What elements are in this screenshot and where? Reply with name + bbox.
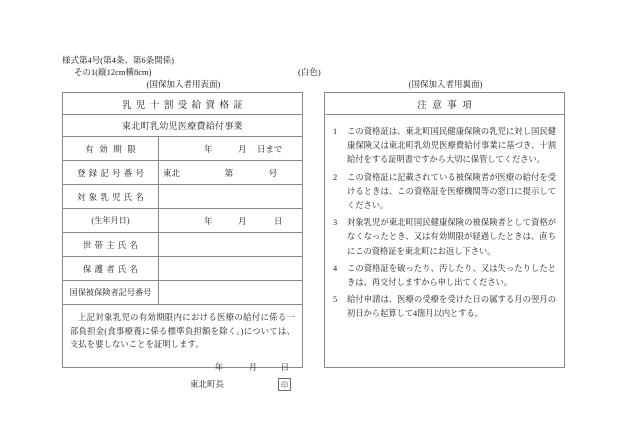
registration-number-fields	[163, 167, 302, 179]
row-guardian-name-value[interactable]	[159, 257, 302, 280]
row-expiry-label: 有効期限	[63, 137, 159, 160]
row-expiry-value[interactable]	[159, 137, 302, 160]
certification-block	[63, 305, 302, 417]
row-insurance-number	[63, 281, 302, 305]
row-birthdate-value[interactable]	[159, 209, 302, 232]
note-number: 5	[333, 295, 338, 305]
birthdate-placeholders	[183, 215, 283, 227]
front-card	[62, 92, 303, 390]
note-item	[333, 216, 556, 259]
note-number: 1	[333, 127, 338, 136]
row-household-head-name-value[interactable]	[159, 233, 302, 256]
birthdate-day: 日	[273, 215, 283, 226]
note-item	[333, 293, 556, 321]
row-insurance-number-value[interactable]	[159, 281, 302, 304]
front-card-title: 乳児十割受給資格証	[122, 100, 248, 111]
certification-text: 上記対象乳児の有効期限内における医療の給付に係る一部負担金(食事療養に係る標準負担額を除く。)については、支払を要しないことを証明します。	[70, 313, 295, 349]
row-registration-number	[63, 161, 302, 185]
back-card	[324, 92, 565, 368]
certification-signature	[70, 378, 295, 392]
registration-dai: 第	[224, 167, 234, 178]
front-card-business-row	[63, 115, 302, 137]
front-card-title-row	[63, 93, 302, 115]
note-text: 対象乳児が東北町国民健康保険の被保険者として資格がなくなったとき、又は有効期限が経過したときは、直ちにこの資格証を東北町にお返し下さい。	[347, 218, 556, 256]
form-subtitle: その1(縦12cm横8cm)	[74, 67, 152, 77]
expiry-month: 月	[237, 143, 247, 154]
certification-month: 月	[248, 362, 257, 372]
back-card-title-row	[325, 93, 564, 115]
back-card-caption: (国保加入者用裏面)	[408, 79, 483, 89]
seal-stamp-box: 印	[278, 378, 291, 391]
certification-day: 日	[280, 362, 289, 372]
row-insurance-number-label: 国保被保険者記号番号	[63, 281, 159, 304]
expiry-year: 年	[203, 143, 213, 154]
row-registration-number-value[interactable]	[159, 161, 302, 184]
expiry-date-placeholders	[183, 143, 283, 155]
front-card-caption: (国保加入者用表面)	[146, 79, 221, 89]
row-household-head-name-label: 世帯主氏名	[63, 233, 159, 256]
row-guardian-name-label: 保護者氏名	[63, 257, 159, 280]
row-infant-name	[63, 185, 302, 209]
note-item	[333, 262, 556, 290]
form-number: 様式第4号(第4条、第6条関係)	[62, 55, 174, 65]
note-item	[333, 171, 556, 214]
note-number: 3	[333, 218, 338, 228]
note-text: この資格証は、東北町国民健康保険の乳児に対し国民健康保険又は東北町乳幼児医療費給付事業に基づき、十割給付をする証明書ですから大切に保管してください。	[347, 127, 556, 165]
birthdate-year: 年	[203, 215, 213, 226]
row-household-head-name	[63, 233, 302, 257]
note-number: 2	[333, 172, 338, 182]
birthdate-month: 月	[237, 215, 247, 226]
row-birthdate-label: (生年月日)	[63, 209, 159, 232]
row-registration-number-label: 登録記号番号	[63, 161, 159, 184]
note-number: 4	[333, 263, 338, 273]
registration-prefix: 東北	[163, 167, 181, 178]
paper-color: (白色)	[298, 67, 321, 77]
row-expiry	[63, 137, 302, 161]
row-birthdate	[63, 209, 302, 233]
back-card-title: 注意事項	[417, 100, 478, 111]
row-infant-name-label: 対象乳児氏名	[63, 185, 159, 208]
note-item	[333, 125, 556, 168]
certification-signer: 東北町長	[189, 379, 224, 389]
form-subtitle-line	[62, 66, 568, 78]
row-guardian-name	[63, 257, 302, 281]
certification-year: 年	[214, 362, 223, 372]
form-header	[62, 54, 568, 78]
registration-go: 号	[268, 167, 278, 178]
note-text: この資格証に記載されている被保険者が医療の給付を受けるときは、この資格証を医療機関等の窓口に提示してください。	[347, 172, 556, 211]
front-card-business-name: 東北町乳幼児医療費給付事業	[122, 121, 243, 131]
expiry-day: 日まで	[256, 143, 283, 154]
notes-list	[325, 115, 564, 322]
certification-date[interactable]	[70, 361, 295, 375]
note-text: この資格証を破ったり、汚したり、又は失ったりしたときは、再交付しますから申し出てください。	[347, 263, 556, 288]
row-infant-name-value[interactable]	[159, 185, 302, 208]
note-text: 給付申請は、医療の受療を受けた日の属する月の翌月の初日から起算して4箇月以内とする。	[347, 295, 556, 319]
